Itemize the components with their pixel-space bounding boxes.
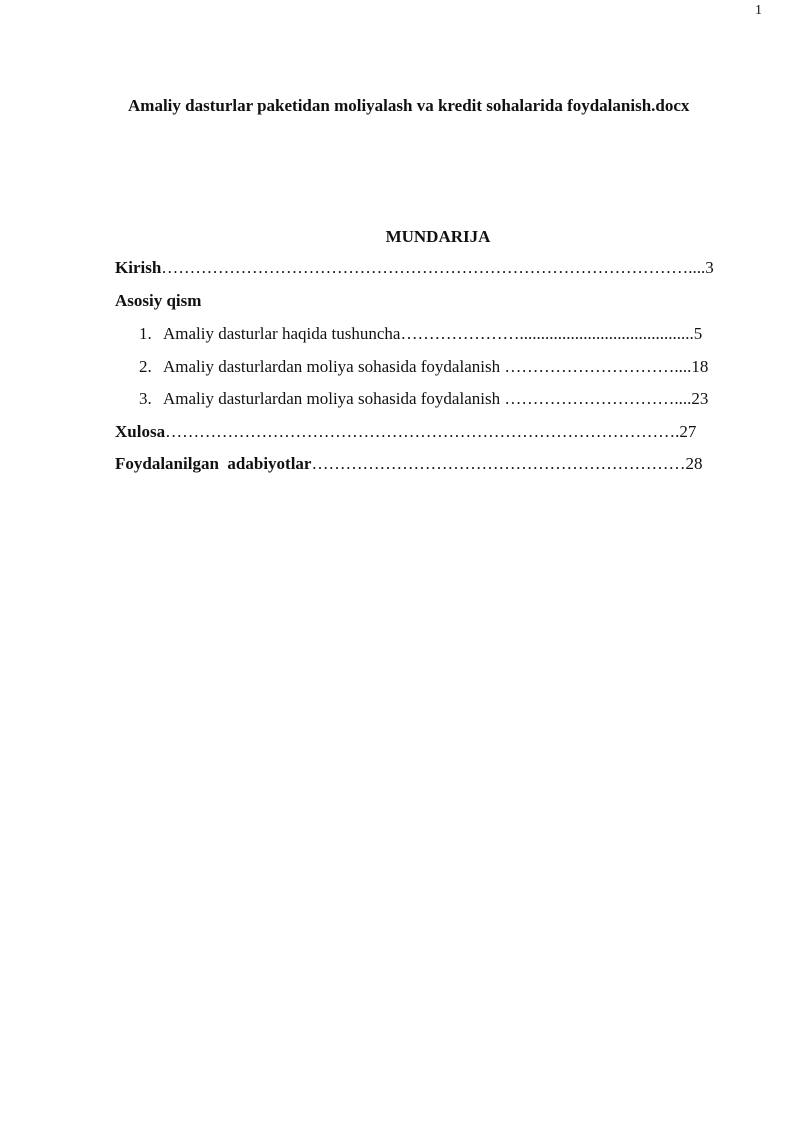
toc-entry-2[interactable] (139, 357, 708, 377)
toc-leader-dots: …………………………………………………………………………………. (161, 258, 693, 277)
toc-page-number: ...3 (692, 258, 714, 277)
toc-entry-1[interactable] (139, 324, 702, 344)
toc-leader-dots: ………………………………………………………… (311, 454, 686, 473)
toc-entry-number: 2. (139, 357, 152, 376)
toc-page-number: .27 (675, 422, 697, 441)
page-number: 1 (755, 3, 762, 18)
toc-entry-xulosa[interactable] (115, 422, 696, 442)
toc-entry-label: Foydalanilgan adabiyotlar (115, 454, 312, 473)
toc-page-number: ..18 (682, 357, 709, 376)
toc-page-number: 28 (685, 454, 703, 473)
toc-entry-label: Amaliy dasturlar haqida tushuncha (163, 324, 401, 343)
toc-heading: MUNDARIJA (385, 227, 491, 246)
toc-entry-number: 3. (139, 389, 152, 408)
toc-entry-number: 1. (139, 324, 152, 343)
toc-entry-label: Asosiy qism (115, 291, 202, 310)
toc-section-asosiy-qism (115, 291, 201, 311)
toc-entry-label: Xulosa (115, 422, 166, 441)
toc-leader-dots: ………………………….. (504, 389, 683, 408)
toc-page-number: ..23 (682, 389, 709, 408)
toc-entry-label: Amaliy dasturlardan moliya sohasida foydalanish (163, 357, 505, 376)
toc-entry-3[interactable] (139, 389, 708, 409)
toc-entry-kirish[interactable] (115, 258, 714, 278)
toc-leader-dots: ……………………………………………………………………………… (165, 422, 676, 441)
toc-page-number: .......................................5 (527, 324, 703, 343)
toc-entry-label: Kirish (115, 258, 162, 277)
toc-entry-foydalanilgan-adabiyotlar[interactable] (115, 454, 702, 474)
document-title: Amaliy dasturlar paketidan moliyalash va kredit sohalarida foydalanish.docx (128, 96, 690, 115)
toc-leader-dots: ………………….. (400, 324, 528, 343)
toc-leader-dots: ………………………….. (504, 357, 683, 376)
toc-entry-label: Amaliy dasturlardan moliya sohasida foydalanish (163, 389, 505, 408)
